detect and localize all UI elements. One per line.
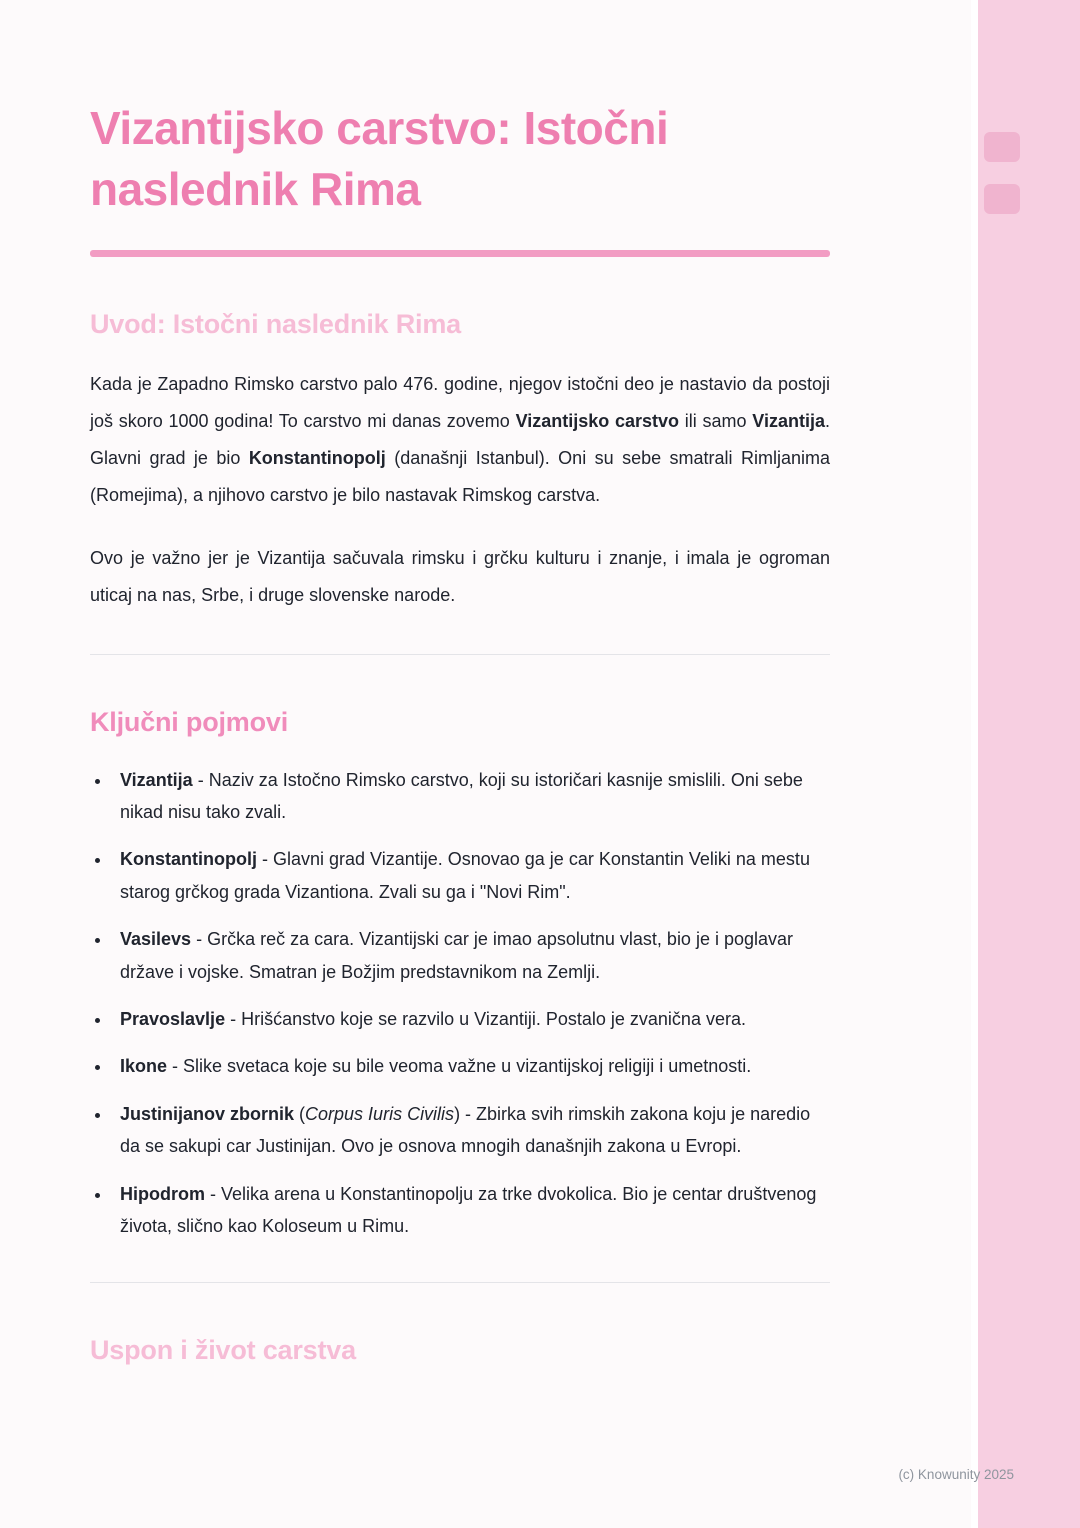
key-term-item: • Vizantija - Naziv za Istočno Rimsko carstvo, koji su istoričari kasnije smislili. Oni sebe nikad nisu tako zvali. [112, 764, 830, 829]
edge-decoration-block [984, 132, 1020, 162]
page-edge-strip [971, 0, 1080, 1528]
page-title: Vizantijsko carstvo: Istočni naslednik Rima [90, 102, 669, 216]
section-heading-uspon: Uspon i život carstva [90, 1335, 356, 1366]
title-divider-rule [90, 250, 830, 257]
key-term-item: • Konstantinopolj - Glavni grad Vizantije. Osnovao ga je car Konstantin Veliki na mestu starog grčkog grada Vizantiona. Zvali su ga i "Novi Rim". [112, 843, 830, 908]
key-term-item: • Justinijanov zbornik (Corpus Iuris Civilis) - Zbirka svih rimskih zakona koju je naredio da se sakupi car Justinijan. Ovo je osnova mnogih današnjih zakona u Evropi. [112, 1098, 830, 1163]
key-term-item: • Ikone - Slike svetaca koje su bile veoma važne u vizantijskoj religiji i umetnosti. [112, 1050, 830, 1082]
edge-decoration-block [984, 184, 1020, 214]
key-term-item: • Vasilevs - Grčka reč za cara. Vizantijski car je imao apsolutnu vlast, bio je i poglavar države i vojske. Smatran je Božjim predstavnikom na Zemlji. [112, 923, 830, 988]
intro-paragraph-1: Kada je Zapadno Rimsko carstvo palo 476. godine, njegov istočni deo je nastavio da postoji još skoro 1000 godina! To carstvo mi danas zovemo Vizantijsko carstvo ili samo Vizantija. Glavni grad je bio Konstantinopolj (današnji Istanbul). Oni su sebe smatrali Rimljanima (Romejima), a njihovo carstvo je bilo nastavak Rimskog carstva. [90, 374, 830, 506]
section-divider-2 [90, 1282, 830, 1283]
intro-paragraph-2: Ovo je važno jer je Vizantija sačuvala rimsku i grčku kulturu i znanje, i imala je ogroman uticaj na nas, Srbe, i druge slovenske narode. [90, 547, 830, 605]
document-content [90, 0, 830, 1366]
section-heading-kljucni-pojmovi: Ključni pojmovi [90, 706, 289, 737]
key-terms-list [90, 764, 830, 1243]
key-term-item: • Pravoslavlje - Hrišćanstvo koje se razvilo u Vizantiji. Postalo je zvanična vera. [112, 1003, 830, 1035]
section-divider-1 [90, 654, 830, 655]
section-heading-uvod: Uvod: Istočni naslednik Rima [90, 309, 461, 340]
footer-credit: (c) Knowunity 2025 [898, 1467, 1014, 1482]
key-term-item: • Hipodrom - Velika arena u Konstantinopolju za trke dvokolica. Bio je centar društvenog života, slično kao Koloseum u Rimu. [112, 1178, 830, 1243]
